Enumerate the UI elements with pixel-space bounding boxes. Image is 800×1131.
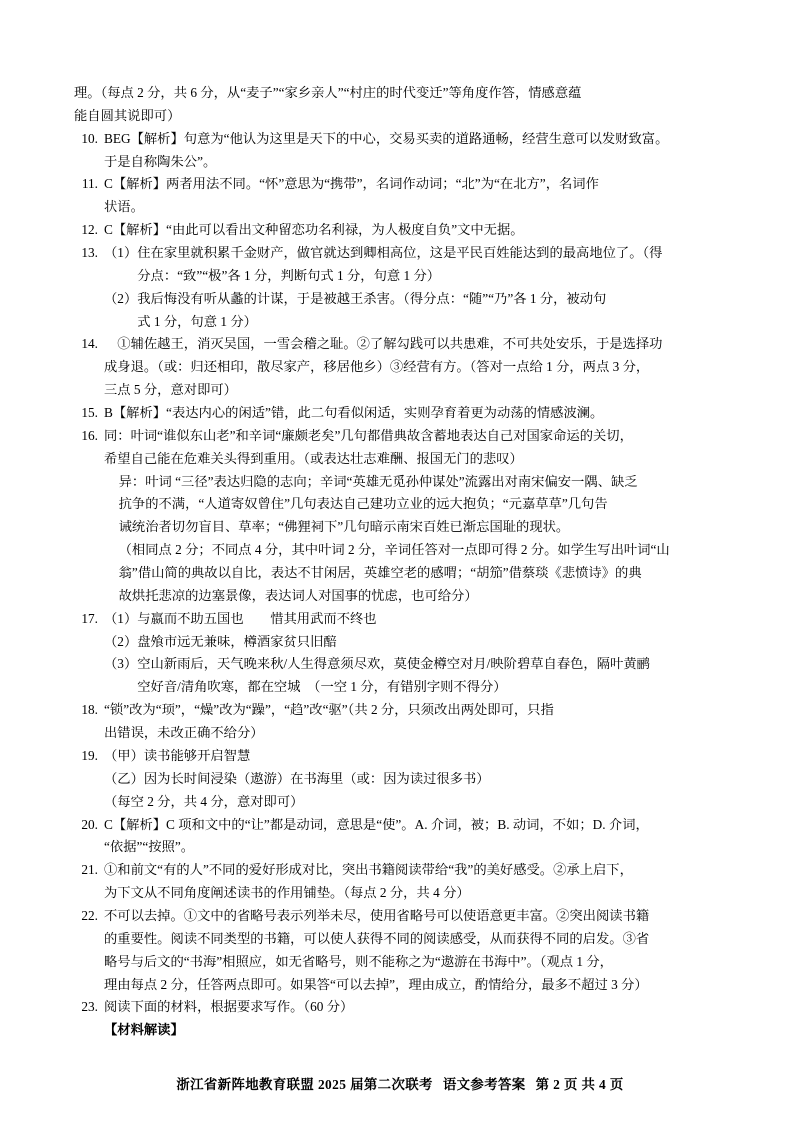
- answer-item-10: [74, 128, 726, 174]
- item-number-14: 14.: [81, 336, 98, 352]
- item-number-15: 15.: [81, 405, 98, 421]
- item-21-line-2: 为下文从不同角度阐述读书的作用铺垫。（每点 2 分，共 4 分）: [104, 885, 470, 901]
- item-11-line-2: 状语。: [104, 199, 144, 215]
- answer-item-14: [74, 333, 726, 402]
- item-18-line-2: 出错误，未改正确不给分）: [104, 725, 264, 741]
- continuation-line-2: 能自圆其说即可）: [74, 107, 181, 123]
- item-number-16: 16.: [81, 427, 98, 443]
- item-16-extra-1: 异：叶词 “三径”表达归隐的志向；辛词“英雄无觅孙仲谋处”流露出对南宋偏安一隅、缺乏: [118, 473, 638, 489]
- item-number-23: 23.: [81, 999, 98, 1015]
- item-17-sub-1-text: 与嬴而不助五国也 惜其用武而不终也: [137, 610, 377, 626]
- item-16-line-1: 同：叶词“谁似东山老”和辛词“廉颇老矣”几句都借典故含蓄地表达自己对国家命运的关切，: [104, 427, 633, 443]
- item-body-12: [104, 219, 726, 242]
- item-17-sub-2-text: 盘飧市远无兼味，樽酒家贫只旧醅: [137, 633, 337, 649]
- item-23-line-1: 阅读下面的材料，根据要求写作。（60 分）: [104, 999, 354, 1015]
- answer-item-12: [74, 219, 726, 242]
- item-17-sub-3-line-1: 空山新雨后，天气晚来秋/人生得意须尽欢，莫使金樽空对月/映阶碧草自春色，隔叶黄鹂: [137, 656, 650, 672]
- answer-item-17: [74, 608, 726, 699]
- answer-item-23: [74, 996, 726, 1042]
- item-13-sub-2-line-2: 式 1 分，句意 1 分）: [137, 313, 257, 329]
- item-13-sub-2-label: （2）: [104, 290, 138, 306]
- item-10-line-1: BEG【解析】句意为“他认为这里是天下的中心，交易买卖的道路通畅，经营生意可以发财致富。: [104, 130, 669, 146]
- item-16-extra-2: 抗争的不满，“人道寄奴曾住”几句表达自己建功立业的远大抱负；“元嘉草草”几句告: [118, 496, 608, 512]
- item-20-line-1: C【解析】C 项和文中的“让”都是动词，意思是“使”。A. 介词，被；B. 动词，不如；D. 介词，: [104, 816, 649, 832]
- item-13-sub-1: [104, 242, 726, 288]
- item-17-sub-2: [104, 631, 726, 654]
- item-body-18: [104, 699, 726, 745]
- item-number-10: 10.: [81, 130, 98, 146]
- item-16-line-2: 希望自己能在危难关头得到重用。（或表达壮志难酬、报国无门的悲叹）: [104, 450, 523, 466]
- item-number-12: 12.: [81, 222, 98, 238]
- answer-item-19: [74, 745, 726, 814]
- item-number-13: 13.: [81, 245, 98, 261]
- answer-item-20: [74, 814, 726, 860]
- item-body-19: [104, 745, 726, 814]
- answer-item-22: [74, 905, 726, 996]
- item-number-11: 11.: [81, 176, 98, 192]
- item-body-13: [104, 242, 726, 333]
- item-23-extra-1: 【材料解读】: [104, 1022, 184, 1038]
- answer-item-11: [74, 173, 726, 219]
- item-19-extra-2: （每空 2 分，共 4 分，意对即可）: [104, 793, 304, 809]
- item-16-paren-1: （相同点 2 分；不同点 4 分，其中叶词 2 分，辛词任答对一点即可得 2 分。如学生写出叶词“山: [118, 542, 670, 558]
- item-15-line-1: B【解析】“表达内心的闲适”错，此二句看似闲适，实则孕育着更为动荡的情感波澜。: [104, 405, 604, 421]
- footer-page-number: 第 2 页 共 4 页: [535, 1077, 624, 1092]
- answer-item-13: [74, 242, 726, 333]
- item-13-sub-1-text: [137, 242, 726, 288]
- item-number-20: 20.: [81, 816, 98, 832]
- item-17-sub-2-label: （2）: [104, 633, 138, 649]
- item-13-sub-1-line-2: 分点：“致”“极”各 1 分，判断句式 1 分，句意 1 分）: [137, 267, 441, 283]
- item-body-10: [104, 128, 726, 174]
- item-number-19: 19.: [81, 747, 98, 763]
- item-22-line-1: 不可以去掉。①文中的省略号表示列举未尽，使用省略号可以使语意更丰富。②突出阅读书籍: [104, 907, 650, 923]
- item-body-20: [104, 814, 726, 860]
- item-17-sub-3-label: （3）: [104, 656, 138, 672]
- item-19-line-1: （甲）读书能够开启智慧: [104, 747, 251, 763]
- item-21-line-1: ①和前文“有的人”不同的爱好形成对比，突出书籍阅读带给“我”的美好感受。②承上启下，: [104, 862, 633, 878]
- item-11-line-1: C【解析】两者用法不同。“怀”意思为“携带”，名词作动词；“北”为“在北方”，名词作: [104, 176, 599, 192]
- item-20-line-2: “依据”“按照”。: [104, 839, 195, 855]
- item-17-sub-3-text: [137, 653, 726, 699]
- paragraph-continuation: [74, 82, 726, 128]
- item-body-21: [104, 859, 726, 905]
- item-number-21: 21.: [81, 862, 98, 878]
- item-body-17: [104, 608, 726, 699]
- item-body-14: [104, 333, 726, 402]
- item-18-line-1: “锁”改为“顼”，“燥”改为“躁”，“趋”改“驱”（共 2 分，只须改出两处即可，只指: [104, 702, 554, 718]
- continuation-line-1: 理。（每点 2 分，共 6 分，从“麦子”“家乡亲人”“村庄的时代变迁”等角度作答，情感意蕴: [74, 85, 582, 100]
- item-16-paren-3: 故烘托悲凉的边塞景像，表达词人对国事的忧虑，也可给分）: [118, 587, 478, 603]
- item-14-line-3: 三点 5 分，意对即可）: [104, 382, 237, 398]
- item-body-23: [104, 996, 726, 1042]
- document-body: [74, 82, 726, 1042]
- answer-item-21: [74, 859, 726, 905]
- item-17-sub-3-line-2: 空好音/清角吹寒，都在空城 （一空 1 分，有错别字则不得分）: [137, 679, 507, 695]
- item-19-extra-1: （乙）因为长时间浸染（遨游）在书海里（或：因为读过很多书）: [104, 770, 490, 786]
- footer-exam-name: 浙江省新阵地教育联盟 2025 届第二次联考: [176, 1077, 433, 1092]
- item-13-sub-1-label: （1）: [104, 245, 138, 261]
- item-17-sub-1: [104, 608, 726, 631]
- item-number-18: 18.: [81, 702, 98, 718]
- item-10-line-2: 于是自称陶朱公”。: [104, 153, 217, 169]
- item-13-sub-2-line-1: 我后悔没有听从蠡的计谋，于是被越王杀害。（得分点：“随”“乃”各 1 分，被动句: [137, 290, 607, 306]
- item-13-sub-2-text: [137, 288, 726, 334]
- item-number-17: 17.: [81, 610, 98, 626]
- item-16-paren-2: 翁”借山简的典故以自比，表达不甘闲居，英雄空老的感喟；“胡笳”借蔡琰《悲愤诗》的典: [118, 565, 642, 581]
- item-13-sub-2: [104, 288, 726, 334]
- item-22-line-4: 理由每点 2 分，任答两点即可。如果答“可以去掉”，理由成立，酌情给分，最多不超过 3 分）: [104, 976, 648, 992]
- item-body-15: [104, 402, 726, 425]
- item-16-extra-3: 诫统治者切勿盲目、草率；“佛狸祠下”几句暗示南宋百姓已渐忘国耻的现状。: [118, 519, 570, 535]
- item-14-line-2: 成身退。（或：归还相印，散尽家产，移居他乡）③经营有方。（答对一点给 1 分，两点 3 分，: [104, 359, 650, 375]
- page-footer: [0, 1074, 800, 1093]
- answer-item-18: [74, 699, 726, 745]
- item-body-22: [104, 905, 726, 996]
- answer-item-15: [74, 402, 726, 425]
- answer-item-16: [74, 425, 726, 608]
- item-17-sub-3: [104, 653, 726, 699]
- item-14-line-1: ①辅佐越王，消灭吴国，一雪会稽之耻。②了解勾践可以共患难，不可共处安乐，于是选择功: [117, 336, 663, 352]
- item-22-line-3: 略号与后文的“书海”相照应，如无省略号，则不能称之为“遨游在书海中”。（观点 1 分，: [104, 953, 613, 969]
- footer-subject: 语文参考答案: [442, 1077, 526, 1092]
- item-13-sub-1-line-1: 住在家里就积累千金财产，做官就达到卿相高位，这是平民百姓能达到的最高地位了。（得: [137, 245, 663, 261]
- item-22-line-2: 的重要性。阅读不同类型的书籍，可以使人获得不同的阅读感受，从而获得不同的启发。③省: [104, 930, 650, 946]
- item-17-sub-1-label: （1）: [104, 610, 138, 626]
- item-body-16: [104, 425, 726, 608]
- item-body-11: [104, 173, 726, 219]
- item-number-22: 22.: [81, 907, 98, 923]
- item-12-line-1: C【解析】“由此可以看出文种留恋功名利禄，为人极度自负”文中无据。: [104, 222, 524, 238]
